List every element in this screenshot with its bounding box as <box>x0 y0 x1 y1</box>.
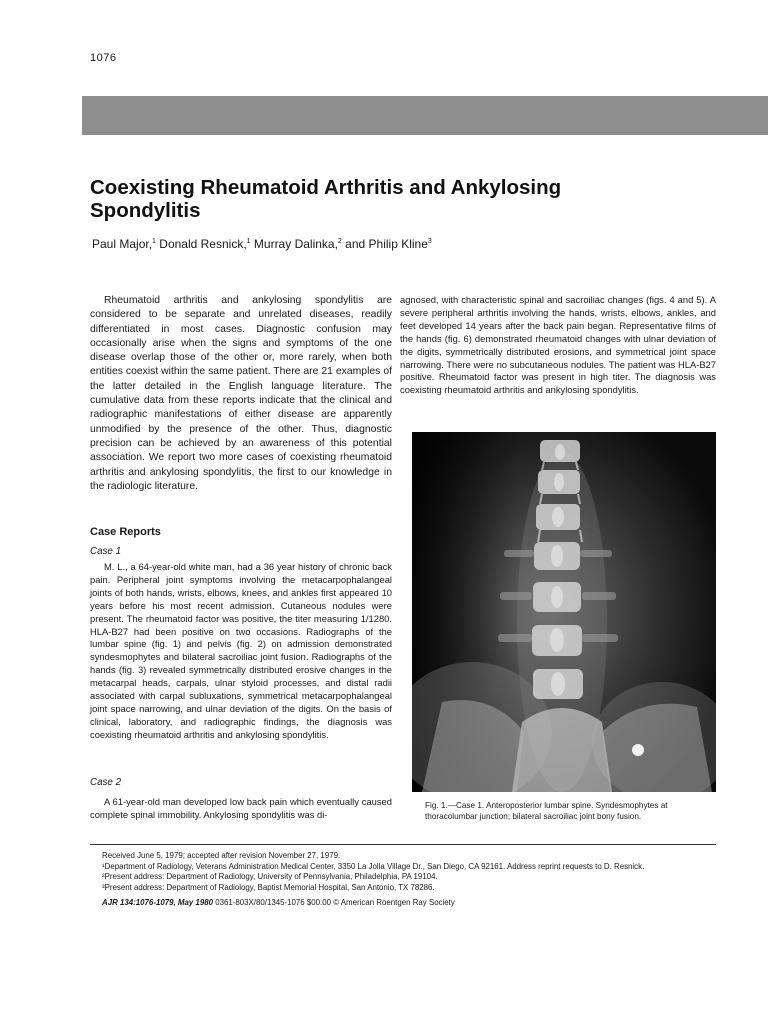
author-kline: and Philip Kline <box>341 237 428 251</box>
spine-radiograph-image <box>412 432 716 792</box>
case1-paragraph: M. L., a 64-year-old white man, had a 36 year history of chronic back pain. Peripheral joint symptoms involving the metacarpophalangeal joints of both hands, wrists, elbows, knees, and ankles first appeared 10 years before his most recent admission. Cutaneous nodules were present. The rheumatoid factor was positive, the titer measuring 1/1280. HLA-B27 had been positive on two occasions. Radiographs of the lumbar spine (fig. 1) and pelvis (fig. 2) on admission demonstrated syndesmophytes and bilateral sacroiliac joint fusion. Radiographs of the hands (fig. 3) revealed symmetrically distributed erosive changes in the metacarpal heads, carpals, ulnar styloid processes, and distal radii associated with carpal subluxations, symmetrical metacarpophalangeal joint space narrowing, and ulnar deviation of the digits. On the basis of clinical, laboratory, and radiographic findings, the diagnosis was coexisting rheumatoid arthritis and ankylosing spondylitis. <box>90 561 392 740</box>
abstract <box>90 294 392 494</box>
case2-paragraph: A 61-year-old man developed low back pain which eventually caused complete spinal immobility. Ankylosing spondylitis was di- <box>90 796 392 820</box>
footnotes <box>102 851 722 893</box>
header-band <box>82 96 768 135</box>
case1-body <box>90 561 392 742</box>
case2-body <box>90 796 392 822</box>
section-heading: Case Reports <box>90 526 161 538</box>
author-dalinka: Murray Dalinka, <box>250 237 338 251</box>
journal-citation <box>102 898 455 907</box>
affiliation-mark: 2 <box>337 238 342 245</box>
case2-label: Case 2 <box>90 777 122 788</box>
author-list <box>92 234 432 252</box>
case2-continuation-paragraph: agnosed, with characteristic spinal and sacroiliac changes (figs. 4 and 5). A severe peripheral arthritis involving the hands, wrists, elbows, ankles, and feet developed 14 years after the back pain began. Representative films of the hands (fig. 6) demonstrated rheumatoid changes with ulnar deviation of the digits, symmetrically distributed erosions, and symmetrical joint space narrowing. There were no subcutaneous nodules. The patient was HLA-B27 positive. Rheumatoid factor was present in high titer. The diagnosis was coexisting rheumatoid arthritis and ankylosing spondylitis. <box>400 294 716 396</box>
affiliation-mark: 1 <box>152 238 156 245</box>
citation-journal: AJR 134:1076-1079, May 1980 <box>102 898 213 907</box>
citation-details: 0361-803X/80/1345-1076 $00.00 © American Roentgen Ray Society <box>213 898 455 907</box>
footnote-1: ¹Department of Radiology, Veterans Administration Medical Center, 3350 La Jolla Village Dr., San Diego, CA 92161. Address reprint requests to D. Resnick. <box>102 861 645 871</box>
abstract-text: Rheumatoid arthritis and ankylosing spondylitis are considered to be separate and unrelated diseases, readily differentiated in most cases. Diagnostic confusion may occasionally arise when the signs and symptoms of the one disease overlap those of the other or, more rarely, when both entities coexist within the same patient. There are 21 examples of the latter detailed in the English language literature. The cumulative data from these reports indicate that the clinical and radiographic manifestations of either disease are apparently unmodified by the presence of the other. Thus, diagnostic precision can be achieved by an awareness of this potential association. We report two more cases of coexisting rheumatoid arthritis and ankylosing spondylitis, the first to our knowledge in the radiologic literature. <box>90 295 392 492</box>
case2-continuation <box>400 294 716 397</box>
article-title: Coexisting Rheumatoid Arthritis and Ankylosing Spondylitis <box>90 176 562 222</box>
author-major: Paul Major, <box>92 237 153 251</box>
author-resnick: Donald Resnick, <box>155 237 247 251</box>
figure-1-radiograph <box>412 432 716 792</box>
affiliation-mark: 3 <box>427 238 432 245</box>
page-number: 1076 <box>90 52 117 64</box>
footnote-3: ³Present address: Department of Radiology, Baptist Memorial Hospital, San Antonio, TX 78286. <box>102 882 435 892</box>
case1-label: Case 1 <box>90 546 122 557</box>
received-note: Received June 5, 1979; accepted after revision November 27, 1979. <box>102 851 341 860</box>
figure-1-caption: Fig. 1.—Case 1. Anteroposterior lumbar spine. Syndesmophytes at thoracolumbar junction; bilateral sacroiliac joint bony fusion. <box>425 801 668 821</box>
footnote-divider <box>90 844 716 845</box>
footnote-2: ²Present address: Department of Radiology, University of Pennsylvania, Philadelphia, PA 19104. <box>102 872 438 881</box>
affiliation-mark: 1 <box>246 238 251 245</box>
